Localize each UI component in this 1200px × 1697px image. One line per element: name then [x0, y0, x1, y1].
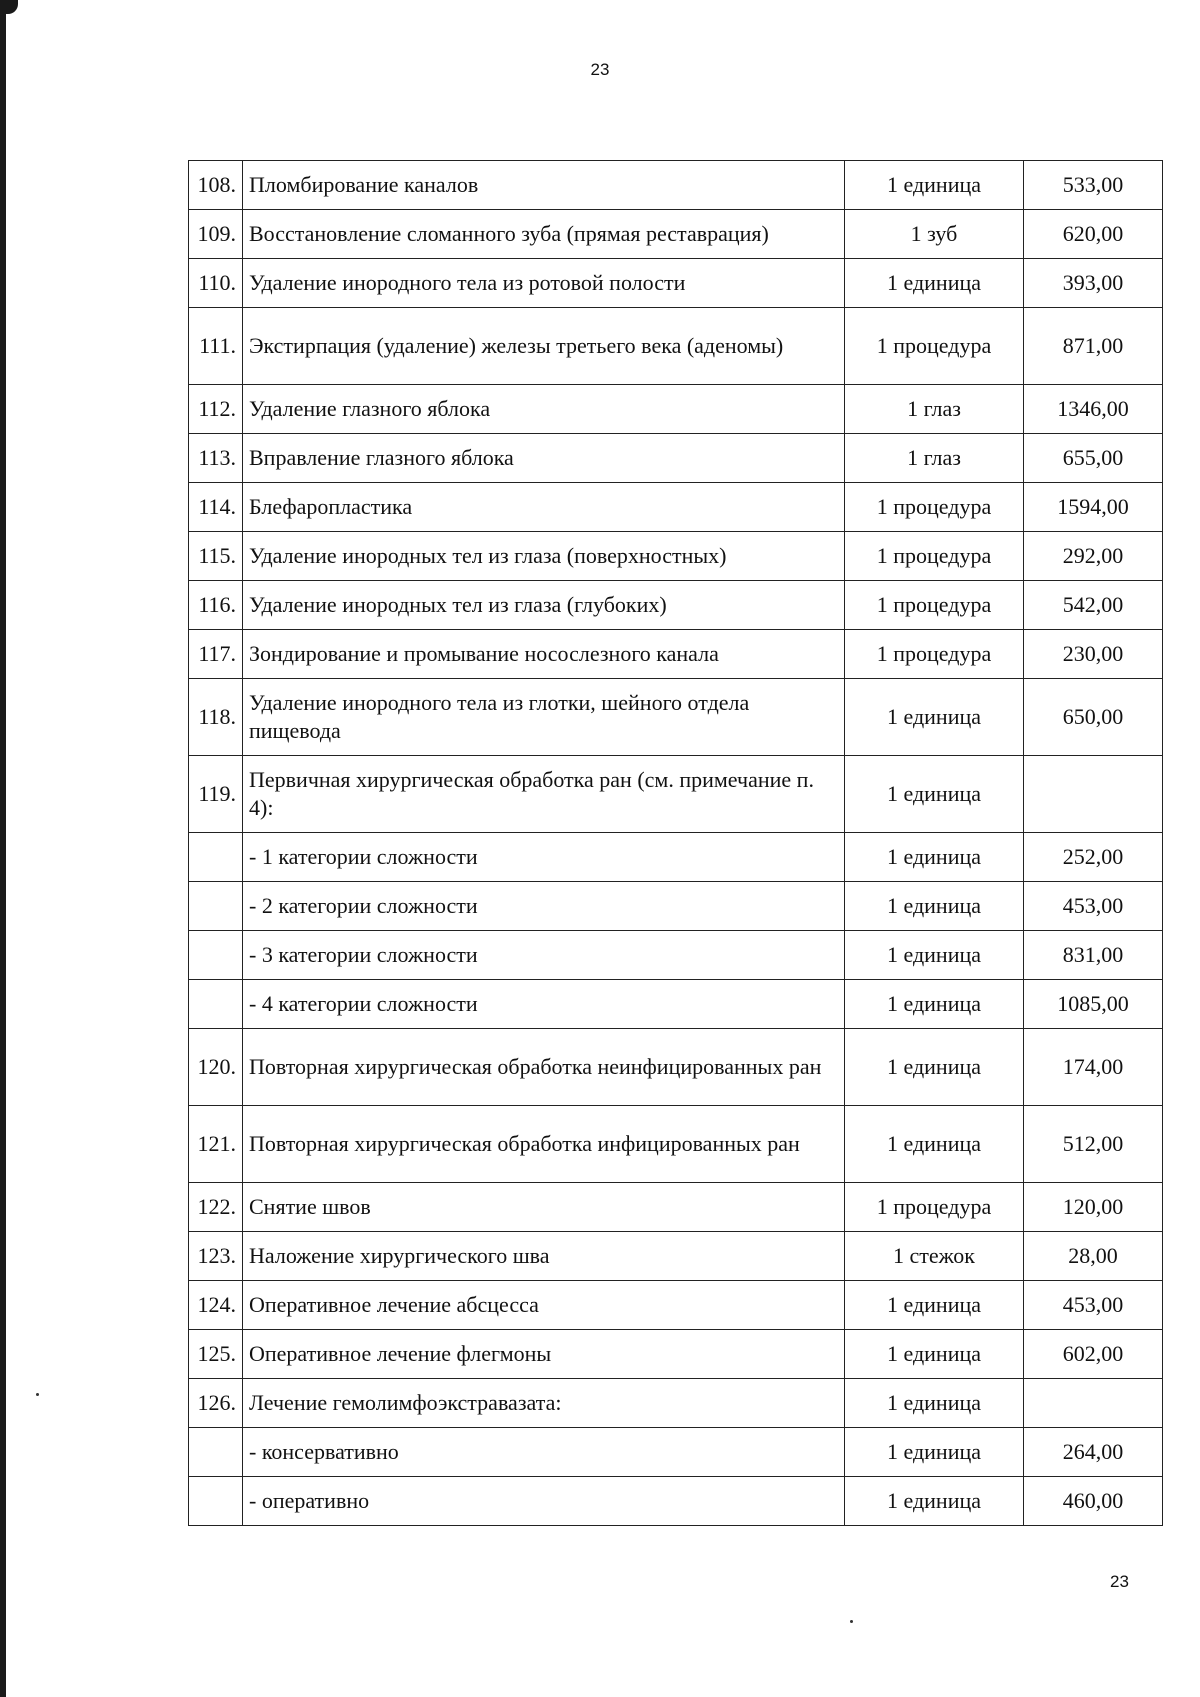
unit-cell: 1 процедура [845, 630, 1024, 679]
service-name-cell: - консервативно [243, 1428, 845, 1477]
unit-cell: 1 единица [845, 1428, 1024, 1477]
price-cell: 174,00 [1024, 1029, 1163, 1106]
price-cell: 120,00 [1024, 1183, 1163, 1232]
price-cell: 453,00 [1024, 882, 1163, 931]
price-cell: 871,00 [1024, 308, 1163, 385]
table-row [189, 882, 1163, 931]
row-number-cell: 122. [189, 1183, 243, 1232]
scan-speck [36, 1393, 39, 1396]
service-name-cell: - 2 категории сложности [243, 882, 845, 931]
price-cell: 453,00 [1024, 1281, 1163, 1330]
table-row [189, 833, 1163, 882]
table-row [189, 931, 1163, 980]
row-number-cell [189, 1428, 243, 1477]
row-number-cell: 125. [189, 1330, 243, 1379]
unit-cell: 1 единица [845, 679, 1024, 756]
unit-cell: 1 единица [845, 1281, 1024, 1330]
unit-cell: 1 единица [845, 1477, 1024, 1526]
row-number-cell [189, 931, 243, 980]
row-number-cell: 120. [189, 1029, 243, 1106]
price-cell: 602,00 [1024, 1330, 1163, 1379]
unit-cell: 1 единица [845, 259, 1024, 308]
service-name-cell: Оперативное лечение абсцесса [243, 1281, 845, 1330]
table-row [189, 259, 1163, 308]
unit-cell: 1 единица [845, 931, 1024, 980]
row-number-cell [189, 980, 243, 1029]
service-name-cell: Наложение хирургического шва [243, 1232, 845, 1281]
table-row [189, 1330, 1163, 1379]
price-cell: 230,00 [1024, 630, 1163, 679]
row-number-cell: 111. [189, 308, 243, 385]
unit-cell: 1 процедура [845, 1183, 1024, 1232]
table-row [189, 756, 1163, 833]
unit-cell: 1 зуб [845, 210, 1024, 259]
row-number-cell [189, 833, 243, 882]
page-number-bottom: 23 [1110, 1572, 1129, 1591]
service-name-cell: Удаление глазного яблока [243, 385, 845, 434]
row-number-cell: 108. [189, 161, 243, 210]
service-name-cell: - 3 категории сложности [243, 931, 845, 980]
unit-cell: 1 глаз [845, 385, 1024, 434]
table-row [189, 308, 1163, 385]
price-cell: 1346,00 [1024, 385, 1163, 434]
price-table [188, 160, 1163, 1526]
service-name-cell: Снятие швов [243, 1183, 845, 1232]
price-cell: 650,00 [1024, 679, 1163, 756]
service-name-cell: Зондирование и промывание носослезного канала [243, 630, 845, 679]
service-name-cell: Повторная хирургическая обработка неинфицированных ран [243, 1029, 845, 1106]
price-cell: 292,00 [1024, 532, 1163, 581]
row-number-cell: 126. [189, 1379, 243, 1428]
unit-cell: 1 единица [845, 833, 1024, 882]
table-row [189, 210, 1163, 259]
price-cell: 620,00 [1024, 210, 1163, 259]
row-number-cell: 110. [189, 259, 243, 308]
unit-cell: 1 единица [845, 756, 1024, 833]
scan-corner-shadow [0, 0, 18, 14]
service-name-cell: Оперативное лечение флегмоны [243, 1330, 845, 1379]
unit-cell: 1 процедура [845, 581, 1024, 630]
row-number-cell: 117. [189, 630, 243, 679]
scan-speck [850, 1620, 853, 1623]
row-number-cell: 124. [189, 1281, 243, 1330]
row-number-cell [189, 882, 243, 931]
row-number-cell: 123. [189, 1232, 243, 1281]
table-row [189, 161, 1163, 210]
table-row [189, 434, 1163, 483]
price-cell: 393,00 [1024, 259, 1163, 308]
unit-cell: 1 единица [845, 1106, 1024, 1183]
table-row [189, 385, 1163, 434]
table-row [189, 1428, 1163, 1477]
price-cell [1024, 1379, 1163, 1428]
service-name-cell: Удаление инородного тела из глотки, шейного отдела пищевода [243, 679, 845, 756]
service-name-cell: - 1 категории сложности [243, 833, 845, 882]
price-cell: 655,00 [1024, 434, 1163, 483]
table-row [189, 1379, 1163, 1428]
unit-cell: 1 единица [845, 1379, 1024, 1428]
unit-cell: 1 процедура [845, 483, 1024, 532]
table-row [189, 1281, 1163, 1330]
service-name-cell: Удаление инородных тел из глаза (глубоких) [243, 581, 845, 630]
row-number-cell: 121. [189, 1106, 243, 1183]
table-row [189, 1106, 1163, 1183]
price-cell: 460,00 [1024, 1477, 1163, 1526]
unit-cell: 1 единица [845, 1330, 1024, 1379]
row-number-cell: 112. [189, 385, 243, 434]
row-number-cell: 114. [189, 483, 243, 532]
row-number-cell: 118. [189, 679, 243, 756]
page-number-top: 23 [590, 60, 610, 79]
service-name-cell: - 4 категории сложности [243, 980, 845, 1029]
service-name-cell: Лечение гемолимфоэкстравазата: [243, 1379, 845, 1428]
unit-cell: 1 единица [845, 1029, 1024, 1106]
price-cell: 264,00 [1024, 1428, 1163, 1477]
unit-cell: 1 единица [845, 161, 1024, 210]
price-cell: 533,00 [1024, 161, 1163, 210]
price-cell: 542,00 [1024, 581, 1163, 630]
service-name-cell: Экстирпация (удаление) железы третьего века (аденомы) [243, 308, 845, 385]
row-number-cell: 115. [189, 532, 243, 581]
service-name-cell: - оперативно [243, 1477, 845, 1526]
row-number-cell: 109. [189, 210, 243, 259]
table-row [189, 1183, 1163, 1232]
row-number-cell: 116. [189, 581, 243, 630]
service-name-cell: Удаление инородных тел из глаза (поверхностных) [243, 532, 845, 581]
unit-cell: 1 процедура [845, 308, 1024, 385]
price-cell: 831,00 [1024, 931, 1163, 980]
service-name-cell: Вправление глазного яблока [243, 434, 845, 483]
table-row [189, 1029, 1163, 1106]
table-row [189, 532, 1163, 581]
unit-cell: 1 процедура [845, 532, 1024, 581]
unit-cell: 1 стежок [845, 1232, 1024, 1281]
price-cell [1024, 756, 1163, 833]
price-cell: 28,00 [1024, 1232, 1163, 1281]
price-cell: 1594,00 [1024, 483, 1163, 532]
row-number-cell: 113. [189, 434, 243, 483]
unit-cell: 1 единица [845, 980, 1024, 1029]
price-cell: 252,00 [1024, 833, 1163, 882]
row-number-cell [189, 1477, 243, 1526]
price-cell: 1085,00 [1024, 980, 1163, 1029]
scan-page-edge [0, 0, 6, 1697]
service-name-cell: Повторная хирургическая обработка инфицированных ран [243, 1106, 845, 1183]
table-row [189, 581, 1163, 630]
table-row [189, 630, 1163, 679]
row-number-cell: 119. [189, 756, 243, 833]
price-table-body [189, 161, 1163, 1526]
unit-cell: 1 единица [845, 882, 1024, 931]
table-row [189, 980, 1163, 1029]
service-name-cell: Восстановление сломанного зуба (прямая реставрация) [243, 210, 845, 259]
table-row [189, 483, 1163, 532]
service-name-cell: Первичная хирургическая обработка ран (см. примечание п. 4): [243, 756, 845, 833]
service-name-cell: Удаление инородного тела из ротовой полости [243, 259, 845, 308]
table-row [189, 1477, 1163, 1526]
service-name-cell: Блефаропластика [243, 483, 845, 532]
table-row [189, 1232, 1163, 1281]
table-row [189, 679, 1163, 756]
unit-cell: 1 глаз [845, 434, 1024, 483]
price-cell: 512,00 [1024, 1106, 1163, 1183]
service-name-cell: Пломбирование каналов [243, 161, 845, 210]
